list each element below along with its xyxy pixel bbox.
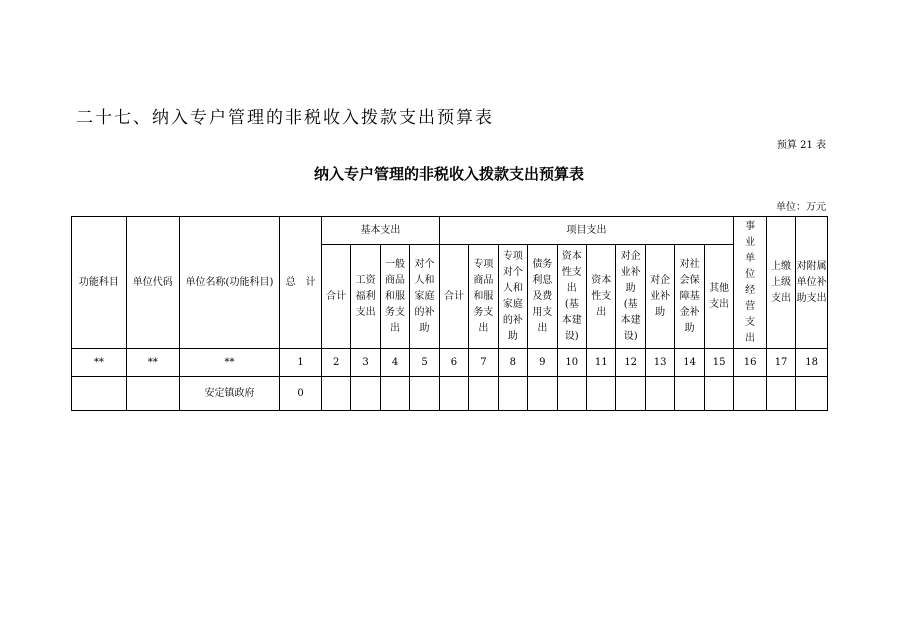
cell-empty <box>616 377 645 411</box>
header-basic-col-1: 合计 <box>321 245 350 349</box>
header-tail-1: 事业单位经营支出 <box>734 217 767 349</box>
index-number: 8 <box>498 349 527 377</box>
cell-empty <box>587 377 616 411</box>
index-number: 5 <box>410 349 439 377</box>
index-number: 3 <box>351 349 380 377</box>
index-number: 7 <box>469 349 498 377</box>
index-number: 2 <box>321 349 350 377</box>
index-number: 14 <box>675 349 704 377</box>
cell-empty <box>766 377 795 411</box>
index-number: 16 <box>734 349 767 377</box>
header-func-subject: 功能科目 <box>72 217 127 349</box>
index-star: ** <box>72 349 127 377</box>
cell-empty <box>796 377 828 411</box>
index-number: 10 <box>557 349 586 377</box>
index-number: 4 <box>380 349 409 377</box>
cell-empty <box>645 377 674 411</box>
index-number: 12 <box>616 349 645 377</box>
header-project-col-2: 专项商品和服务支出 <box>469 245 498 349</box>
cell-empty <box>439 377 468 411</box>
index-star: ** <box>179 349 280 377</box>
index-star: ** <box>126 349 179 377</box>
cell-empty <box>557 377 586 411</box>
budget-table <box>71 216 828 411</box>
cell-empty <box>498 377 527 411</box>
index-number: 15 <box>704 349 734 377</box>
header-project-expenditure: 项目支出 <box>439 217 734 245</box>
header-project-col-7: 对企业补助(基本建设) <box>616 245 645 349</box>
cell-empty <box>528 377 557 411</box>
index-row <box>72 349 828 377</box>
header-total: 总 计 <box>280 217 322 349</box>
header-project-col-9: 对社会保障基金补助 <box>675 245 704 349</box>
table-title: 纳入专户管理的非税收入拨款支出预算表 <box>313 165 584 183</box>
cell-total: 0 <box>280 377 322 411</box>
header-project-col-3: 专项对个人和家庭的补助 <box>498 245 527 349</box>
cell-empty <box>469 377 498 411</box>
header-tail-2: 上缴上级支出 <box>766 217 795 349</box>
unit-label: 单位：万元 <box>776 202 826 213</box>
cell-empty <box>380 377 409 411</box>
index-number: 6 <box>439 349 468 377</box>
header-project-col-8: 对企业补助 <box>645 245 674 349</box>
page-heading: 二十七、纳入专户管理的非税收入拨款支出预算表 <box>76 108 494 128</box>
index-number: 9 <box>528 349 557 377</box>
header-basic-expenditure: 基本支出 <box>321 217 439 245</box>
table-number: 预算 21 表 <box>776 140 826 151</box>
cell-empty <box>321 377 350 411</box>
cell-empty <box>704 377 734 411</box>
cell-empty <box>675 377 704 411</box>
cell-unit-name: 安定镇政府 <box>179 377 280 411</box>
cell-empty <box>734 377 767 411</box>
index-number: 18 <box>796 349 828 377</box>
header-basic-col-3: 一般商品和服务支出 <box>380 245 409 349</box>
header-basic-col-2: 工资福利支出 <box>351 245 380 349</box>
cell-empty <box>351 377 380 411</box>
header-project-col-1: 合计 <box>439 245 468 349</box>
header-tail-3: 对附属单位补助支出 <box>796 217 828 349</box>
cell-func-subject <box>72 377 127 411</box>
index-number: 11 <box>587 349 616 377</box>
header-basic-col-4: 对个人和家庭的补助 <box>410 245 439 349</box>
header-project-col-6: 资本性支出 <box>587 245 616 349</box>
cell-empty <box>410 377 439 411</box>
index-number: 13 <box>645 349 674 377</box>
table-row <box>72 377 828 411</box>
header-project-col-10: 其他支出 <box>704 245 734 349</box>
index-number: 17 <box>766 349 795 377</box>
index-number: 1 <box>280 349 322 377</box>
header-unit-code: 单位代码 <box>126 217 179 349</box>
header-project-col-5: 资本性支出(基本建设) <box>557 245 586 349</box>
cell-unit-code <box>126 377 179 411</box>
header-project-col-4: 债务利息及费用支出 <box>528 245 557 349</box>
header-unit-name: 单位名称(功能科目) <box>179 217 280 349</box>
